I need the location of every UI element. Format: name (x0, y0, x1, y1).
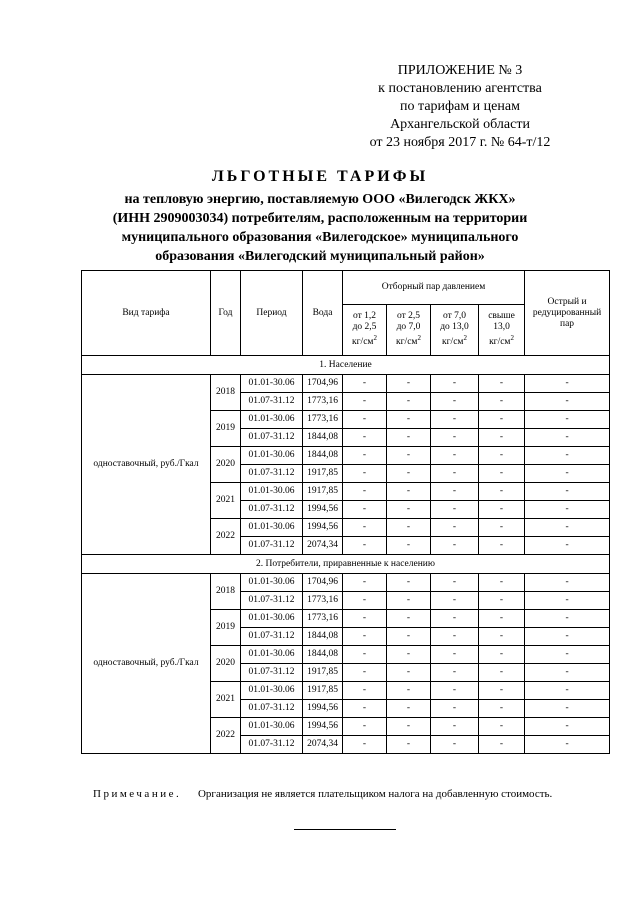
period-cell: 01.07-31.12 (241, 501, 303, 519)
steam-price-cell: - (387, 736, 431, 754)
water-price-cell: 1994,56 (303, 501, 343, 519)
steam-price-cell: - (387, 519, 431, 537)
steam-price-cell: - (479, 682, 525, 700)
year-cell: 2020 (211, 447, 241, 483)
header-water: Вода (303, 271, 343, 356)
header-year: Год (211, 271, 241, 356)
year-cell: 2019 (211, 411, 241, 447)
steam-range-to: 13,0 (493, 322, 510, 333)
sharp-steam-price-cell: - (525, 375, 610, 393)
steam-price-cell: - (479, 574, 525, 592)
water-price-cell: 1994,56 (303, 700, 343, 718)
steam-price-cell: - (343, 465, 387, 483)
steam-price-cell: - (431, 682, 479, 700)
steam-price-cell: - (387, 718, 431, 736)
steam-range-unit (479, 333, 524, 348)
sharp-steam-price-cell: - (525, 519, 610, 537)
steam-price-cell: - (343, 429, 387, 447)
appendix-line: к постановлению агентства (378, 81, 542, 96)
unit-superscript: 2 (463, 334, 467, 343)
period-cell: 01.01-30.06 (241, 411, 303, 429)
steam-price-cell: - (431, 483, 479, 501)
steam-price-cell: - (343, 700, 387, 718)
subtitle-line: на тепловую энергию, поставляемую ООО «Вилегодск ЖКХ» (124, 192, 516, 207)
steam-price-cell: - (343, 592, 387, 610)
steam-price-cell: - (479, 447, 525, 465)
steam-price-cell: - (343, 393, 387, 411)
sharp-steam-price-cell: - (525, 736, 610, 754)
steam-price-cell: - (343, 718, 387, 736)
steam-price-cell: - (479, 411, 525, 429)
unit-text: кг/см (396, 337, 418, 348)
water-price-cell: 1844,08 (303, 646, 343, 664)
steam-range-unit (343, 333, 386, 348)
sharp-steam-price-cell: - (525, 411, 610, 429)
steam-price-cell: - (431, 646, 479, 664)
steam-price-cell: - (431, 736, 479, 754)
header-steam-range (387, 305, 431, 356)
water-price-cell: 1773,16 (303, 592, 343, 610)
tariff-table (81, 270, 610, 754)
water-price-cell: 1994,56 (303, 519, 343, 537)
steam-price-cell: - (431, 574, 479, 592)
steam-price-cell: - (343, 519, 387, 537)
water-price-cell: 1844,08 (303, 447, 343, 465)
year-cell: 2020 (211, 646, 241, 682)
steam-price-cell: - (343, 537, 387, 555)
steam-price-cell: - (431, 393, 479, 411)
steam-price-cell: - (343, 682, 387, 700)
steam-price-cell: - (431, 501, 479, 519)
header-tariff-type: Вид тарифа (82, 271, 211, 356)
period-cell: 01.01-30.06 (241, 519, 303, 537)
water-price-cell: 1773,16 (303, 393, 343, 411)
steam-price-cell: - (343, 375, 387, 393)
steam-price-cell: - (479, 483, 525, 501)
subtitle-line: (ИНН 2909003034) потребителям, расположенным на территории (112, 211, 528, 226)
unit-superscript: 2 (417, 334, 421, 343)
appendix-line: Архангельской области (390, 117, 530, 132)
sharp-steam-price-cell: - (525, 501, 610, 519)
period-cell: 01.07-31.12 (241, 429, 303, 447)
steam-price-cell: - (431, 537, 479, 555)
appendix-date: от 23 ноября 2017 г. № 64-т/12 (369, 135, 551, 150)
steam-price-cell: - (431, 592, 479, 610)
steam-price-cell: - (387, 483, 431, 501)
sharp-steam-price-cell: - (525, 429, 610, 447)
steam-price-cell: - (431, 429, 479, 447)
appendix-line: по тарифам и ценам (400, 99, 520, 114)
table-row (82, 375, 610, 393)
steam-range-from: от 2,5 (396, 311, 421, 322)
period-cell: 01.07-31.12 (241, 592, 303, 610)
appendix-header (340, 62, 580, 152)
steam-range-to: до 2,5 (352, 322, 377, 333)
water-price-cell: 1704,96 (303, 574, 343, 592)
period-cell: 01.01-30.06 (241, 375, 303, 393)
steam-price-cell: - (387, 375, 431, 393)
steam-price-cell: - (431, 718, 479, 736)
water-price-cell: 1704,96 (303, 375, 343, 393)
period-cell: 01.07-31.12 (241, 537, 303, 555)
sharp-steam-price-cell: - (525, 646, 610, 664)
period-cell: 01.07-31.12 (241, 736, 303, 754)
steam-price-cell: - (479, 664, 525, 682)
steam-price-cell: - (343, 610, 387, 628)
note-text: Организация не является плательщиком налога на добавленную стоимость. (197, 788, 553, 800)
steam-range-from: от 7,0 (442, 311, 467, 322)
steam-price-cell: - (387, 664, 431, 682)
steam-price-cell: - (431, 610, 479, 628)
period-cell: 01.07-31.12 (241, 664, 303, 682)
steam-price-cell: - (479, 429, 525, 447)
water-price-cell: 1844,08 (303, 628, 343, 646)
year-cell: 2018 (211, 574, 241, 610)
sharp-steam-price-cell: - (525, 610, 610, 628)
header-steam-range (343, 305, 387, 356)
sharp-steam-price-cell: - (525, 664, 610, 682)
unit-text: кг/см (442, 337, 464, 348)
steam-price-cell: - (431, 519, 479, 537)
tariff-type-cell: одноставочный, руб./Гкал (82, 375, 211, 555)
period-cell: 01.07-31.12 (241, 700, 303, 718)
steam-range-unit (431, 333, 478, 348)
note-label: Примечание. (93, 788, 182, 800)
steam-price-cell: - (479, 736, 525, 754)
steam-price-cell: - (387, 501, 431, 519)
water-price-cell: 1917,85 (303, 682, 343, 700)
period-cell: 01.07-31.12 (241, 393, 303, 411)
unit-superscript: 2 (510, 334, 514, 343)
steam-price-cell: - (387, 537, 431, 555)
steam-range-from: свыше (488, 311, 515, 322)
steam-price-cell: - (479, 393, 525, 411)
steam-price-cell: - (387, 574, 431, 592)
steam-price-cell: - (431, 375, 479, 393)
sharp-steam-price-cell: - (525, 628, 610, 646)
year-cell: 2022 (211, 519, 241, 555)
steam-range-to: до 13,0 (440, 322, 469, 333)
appendix-number: ПРИЛОЖЕНИЕ № 3 (397, 63, 523, 78)
water-price-cell: 1917,85 (303, 664, 343, 682)
document-title-block (60, 168, 580, 266)
steam-price-cell: - (479, 628, 525, 646)
period-cell: 01.01-30.06 (241, 682, 303, 700)
section-title: 1. Население (82, 356, 610, 375)
period-cell: 01.01-30.06 (241, 574, 303, 592)
period-cell: 01.07-31.12 (241, 465, 303, 483)
water-price-cell: 1844,08 (303, 429, 343, 447)
unit-superscript: 2 (373, 334, 377, 343)
sharp-steam-price-cell: - (525, 483, 610, 501)
sharp-steam-price-cell: - (525, 682, 610, 700)
closing-line (294, 829, 396, 830)
period-cell: 01.01-30.06 (241, 646, 303, 664)
steam-price-cell: - (387, 447, 431, 465)
header-period: Период (241, 271, 303, 356)
steam-price-cell: - (343, 664, 387, 682)
steam-price-cell: - (479, 537, 525, 555)
steam-price-cell: - (387, 465, 431, 483)
period-cell: 01.07-31.12 (241, 628, 303, 646)
steam-price-cell: - (387, 411, 431, 429)
steam-price-cell: - (431, 700, 479, 718)
header-steam: Отборный пар давлением (343, 271, 525, 305)
unit-text: кг/см (352, 337, 374, 348)
steam-price-cell: - (431, 628, 479, 646)
header-steam-range (479, 305, 525, 356)
sharp-steam-price-cell: - (525, 465, 610, 483)
steam-price-cell: - (343, 736, 387, 754)
steam-price-cell: - (479, 646, 525, 664)
header-steam-range (431, 305, 479, 356)
steam-price-cell: - (387, 393, 431, 411)
steam-price-cell: - (479, 592, 525, 610)
note (93, 788, 613, 800)
year-cell: 2021 (211, 483, 241, 519)
water-price-cell: 1994,56 (303, 718, 343, 736)
steam-price-cell: - (479, 465, 525, 483)
steam-range-unit (387, 333, 430, 348)
water-price-cell: 1773,16 (303, 610, 343, 628)
sharp-steam-price-cell: - (525, 393, 610, 411)
water-price-cell: 1917,85 (303, 465, 343, 483)
steam-price-cell: - (343, 411, 387, 429)
unit-text: кг/см (489, 337, 511, 348)
steam-price-cell: - (479, 501, 525, 519)
section-title: 2. Потребители, приравненные к населению (82, 555, 610, 574)
steam-price-cell: - (431, 447, 479, 465)
steam-range-to: до 7,0 (396, 322, 421, 333)
steam-price-cell: - (343, 483, 387, 501)
steam-price-cell: - (343, 646, 387, 664)
tariff-type-cell: одноставочный, руб./Гкал (82, 574, 211, 754)
subtitle-line: образования «Вилегодский муниципальный район» (155, 249, 485, 264)
sharp-steam-price-cell: - (525, 700, 610, 718)
steam-price-cell: - (431, 411, 479, 429)
steam-range-from: от 1,2 (352, 311, 377, 322)
steam-price-cell: - (387, 682, 431, 700)
steam-price-cell: - (387, 646, 431, 664)
steam-price-cell: - (343, 501, 387, 519)
steam-price-cell: - (479, 700, 525, 718)
sharp-steam-price-cell: - (525, 537, 610, 555)
steam-price-cell: - (387, 610, 431, 628)
steam-price-cell: - (343, 574, 387, 592)
period-cell: 01.01-30.06 (241, 610, 303, 628)
steam-price-cell: - (343, 628, 387, 646)
sharp-steam-price-cell: - (525, 447, 610, 465)
steam-price-cell: - (479, 718, 525, 736)
steam-price-cell: - (387, 628, 431, 646)
document-title: ЛЬГОТНЫЕ ТАРИФЫ (211, 168, 429, 185)
steam-price-cell: - (387, 429, 431, 447)
year-cell: 2019 (211, 610, 241, 646)
table-row (82, 574, 610, 592)
period-cell: 01.01-30.06 (241, 483, 303, 501)
steam-price-cell: - (387, 700, 431, 718)
steam-price-cell: - (387, 592, 431, 610)
period-cell: 01.01-30.06 (241, 718, 303, 736)
year-cell: 2022 (211, 718, 241, 754)
sharp-steam-price-cell: - (525, 592, 610, 610)
water-price-cell: 2074,34 (303, 736, 343, 754)
steam-price-cell: - (479, 375, 525, 393)
sharp-steam-price-cell: - (525, 574, 610, 592)
water-price-cell: 2074,34 (303, 537, 343, 555)
header-sharp-steam: Острый и редуцированный пар (525, 271, 610, 356)
year-cell: 2018 (211, 375, 241, 411)
water-price-cell: 1917,85 (303, 483, 343, 501)
year-cell: 2021 (211, 682, 241, 718)
sharp-steam-price-cell: - (525, 718, 610, 736)
steam-price-cell: - (479, 519, 525, 537)
steam-price-cell: - (343, 447, 387, 465)
steam-price-cell: - (431, 465, 479, 483)
steam-price-cell: - (431, 664, 479, 682)
period-cell: 01.01-30.06 (241, 447, 303, 465)
steam-price-cell: - (479, 610, 525, 628)
water-price-cell: 1773,16 (303, 411, 343, 429)
subtitle-line: муниципального образования «Вилегодское» муниципального (121, 230, 519, 245)
